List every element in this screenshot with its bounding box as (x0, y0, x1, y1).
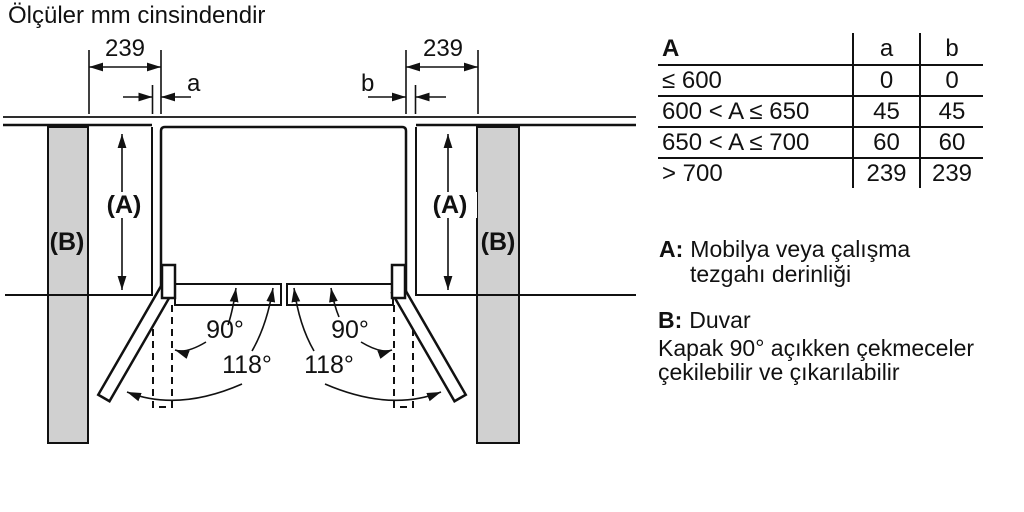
left-hinge (162, 265, 175, 298)
row-value-a: 0 (853, 65, 920, 96)
col-header-A: A (662, 34, 680, 62)
row-label: ≤ 600 (658, 65, 853, 96)
spec-table (658, 33, 983, 188)
angle-90-right-label: 90° (331, 316, 369, 344)
legend-a-line1 (659, 236, 910, 263)
appliance-body (161, 127, 406, 292)
row-value-b: 60 (920, 127, 983, 158)
row-label: 600 < A ≤ 650 (658, 96, 853, 127)
row-value-b: 0 (920, 65, 983, 96)
col-header-b: b (920, 33, 983, 65)
table-row (658, 96, 983, 127)
right-door-open-118 (392, 287, 466, 402)
row-value-a: 239 (853, 158, 920, 188)
legend-a-text: Mobilya veya çalışma (690, 236, 911, 262)
legend-note-line1: Kapak 90° açıkken çekmeceler (658, 335, 975, 361)
table-row (658, 158, 983, 188)
legend-b-key: B: (658, 307, 683, 333)
depth-label-left: (A) (97, 192, 151, 218)
legend-b-line (658, 307, 751, 334)
angle-118-right-label: 118° (304, 351, 354, 379)
legend-a-line2: tezgahı derinliği (690, 261, 852, 287)
col-header-a: a (853, 33, 920, 65)
right-hinge (392, 265, 405, 298)
depth-label-right: (A) (423, 192, 477, 218)
gap-b-label: b (361, 70, 375, 97)
dim-239-right-label: 239 (422, 35, 464, 62)
angle-90-left-label: 90° (206, 316, 244, 344)
gap-a-label: a (187, 70, 201, 97)
row-value-a: 45 (853, 96, 920, 127)
drawer-front-left (175, 284, 281, 305)
dim-239-left-label: 239 (104, 35, 146, 62)
left-wall (48, 127, 88, 443)
row-value-b: 45 (920, 96, 983, 127)
row-label: 650 < A ≤ 700 (658, 127, 853, 158)
angle-118-arc-left (127, 384, 242, 400)
legend-note-line2: çekilebilir ve çıkarılabilir (658, 359, 900, 385)
legend-b-text: Duvar (689, 307, 751, 333)
wall-label-left: (B) (49, 228, 85, 256)
page-title: Ölçüler mm cinsindendir (8, 2, 266, 29)
wall-label-right: (B) (480, 228, 516, 256)
table-row (658, 65, 983, 96)
legend-a-key: A: (659, 236, 684, 262)
row-value-b: 239 (920, 158, 983, 188)
angle-118-arc-right (325, 384, 441, 400)
row-label: > 700 (658, 158, 853, 188)
right-wall (477, 127, 519, 443)
angle-118-left-label: 118° (222, 351, 272, 379)
table-header-row (658, 33, 983, 65)
row-value-a: 60 (853, 127, 920, 158)
angle-90-leader-left (175, 342, 206, 351)
table-row (658, 127, 983, 158)
drawer-front-right (287, 284, 393, 305)
left-door-open-118 (98, 287, 172, 402)
